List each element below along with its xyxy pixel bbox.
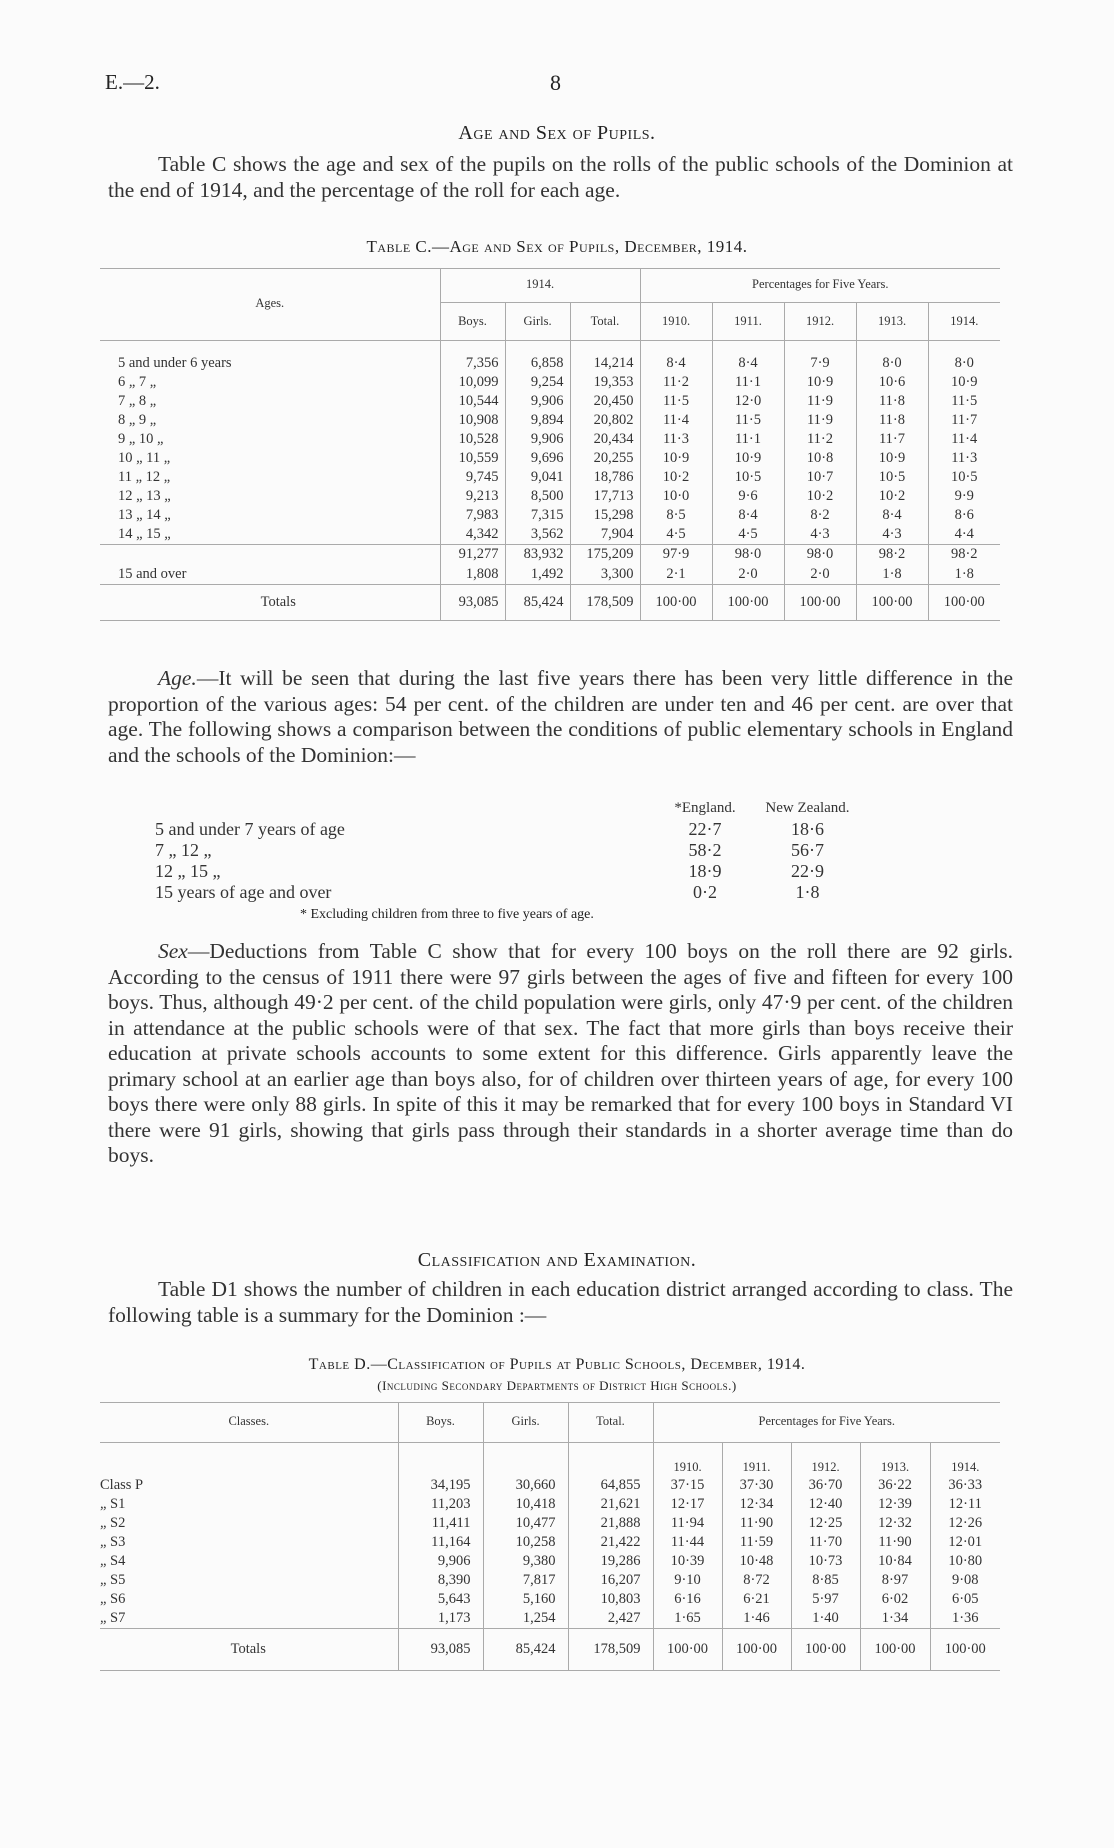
cell: 30,660 <box>483 1476 568 1495</box>
cell: 85,424 <box>483 1629 568 1671</box>
cell: 10·73 <box>791 1552 860 1571</box>
cell: 3,562 <box>505 525 570 545</box>
nz-value: 18·6 <box>791 819 824 839</box>
cell: 10,258 <box>483 1533 568 1552</box>
cell: 10,099 <box>440 373 505 392</box>
cell: 64,855 <box>568 1476 653 1495</box>
cell: 100·00 <box>856 585 928 621</box>
cell: 11·7 <box>856 430 928 449</box>
cell: 17,713 <box>570 487 640 506</box>
age-lead: Age. <box>158 666 197 690</box>
cell: 10·9 <box>784 373 856 392</box>
cell: 178,509 <box>570 585 640 621</box>
cell: 7,983 <box>440 506 505 525</box>
table-d-body <box>100 1476 1000 1671</box>
col-year: 1910. <box>640 302 712 340</box>
cell: 11·59 <box>722 1533 791 1552</box>
row-label: „ S3 <box>100 1533 398 1552</box>
spacer-cell <box>100 340 440 354</box>
col-classes: Classes. <box>100 1402 398 1442</box>
cell: 11·3 <box>640 430 712 449</box>
table-row <box>100 354 1000 373</box>
header-ref: E.—2. <box>105 70 160 94</box>
table-row <box>100 1590 1000 1609</box>
cell: 12·01 <box>948 1534 983 1550</box>
cell: 10·6 <box>856 373 928 392</box>
group-1914: 1914. <box>440 268 640 302</box>
table-row <box>100 1533 1000 1552</box>
cell: 20,255 <box>570 449 640 468</box>
cell: 37·30 <box>722 1476 791 1495</box>
spacer-cell <box>784 340 856 354</box>
cell: 11·8 <box>856 392 928 411</box>
england-value: 58·2 <box>688 840 722 860</box>
cell: 100·00 <box>928 585 1000 621</box>
cell: 9,041 <box>505 468 570 487</box>
comparison-row <box>155 840 855 861</box>
row-label: „ S5 <box>100 1571 398 1590</box>
cell: 10·5 <box>856 468 928 487</box>
cell: 11·2 <box>640 373 712 392</box>
cell: 7,315 <box>505 506 570 525</box>
spacer-cell <box>440 340 505 354</box>
spacer-cell <box>712 340 784 354</box>
cell: 11·9 <box>784 411 856 430</box>
cell: 8·4 <box>712 354 784 373</box>
cell: 36·22 <box>860 1476 930 1495</box>
cell: 8·6 <box>954 507 974 523</box>
row-label: Totals <box>100 585 440 621</box>
cell: 18,786 <box>570 468 640 487</box>
col-year: 1914. <box>950 313 979 328</box>
row-label: 15 and over <box>100 565 440 585</box>
cell: 10·2 <box>640 468 712 487</box>
table-row <box>100 411 1000 430</box>
cell: 8·5 <box>640 506 712 525</box>
cell: 2,427 <box>568 1609 653 1629</box>
table-row <box>100 1571 1000 1590</box>
cell: 8·0 <box>856 354 928 373</box>
row-label: 6 „ 7 „ <box>100 373 440 392</box>
cell: 4·5 <box>712 525 784 545</box>
cell: 10·9 <box>950 374 978 390</box>
cell: 11·1 <box>712 430 784 449</box>
spacer-cell <box>505 340 570 354</box>
cell: 5,160 <box>483 1590 568 1609</box>
table-row <box>100 430 1000 449</box>
comparison-row <box>155 882 855 903</box>
cell: 9·9 <box>954 488 974 504</box>
cell: 36·70 <box>791 1476 860 1495</box>
cell: 98·2 <box>856 545 928 565</box>
cell: 12·34 <box>722 1495 791 1514</box>
cell: 10,803 <box>568 1590 653 1609</box>
cell: 21,422 <box>568 1533 653 1552</box>
cell: 2·1 <box>640 565 712 585</box>
cell: 8·85 <box>791 1571 860 1590</box>
table-c-body <box>100 340 1000 621</box>
comparison-table <box>155 798 855 903</box>
cell: 12·0 <box>712 392 784 411</box>
table-c-caption: Table C.—Age and Sex of Pupils, December, 1914. <box>366 237 748 256</box>
cell: 10·5 <box>950 469 978 485</box>
row-label: „ S4 <box>100 1552 398 1571</box>
cell: 5·97 <box>791 1590 860 1609</box>
cell: 4·4 <box>954 526 974 542</box>
cell: 9,894 <box>505 411 570 430</box>
comparison-label: 12 „ 15 „ <box>155 861 221 881</box>
cell: 34,195 <box>398 1476 483 1495</box>
col-total: Total. <box>570 302 640 340</box>
cell: 83,932 <box>505 545 570 565</box>
cell: 8·4 <box>856 506 928 525</box>
intro-text: Table D1 shows the number of children in each education district arranged according to class. The following table is a summary for the Dominion :— <box>108 1277 1013 1327</box>
cell: 4·5 <box>640 525 712 545</box>
row-label: 14 „ 15 „ <box>100 525 440 545</box>
age-paragraph <box>108 666 1013 768</box>
cell: 1,173 <box>398 1609 483 1629</box>
cell: 9,906 <box>398 1552 483 1571</box>
cell: 8·4 <box>640 354 712 373</box>
spacer-cell <box>928 340 1000 354</box>
row-label: Class P <box>100 1476 398 1495</box>
cell: 11·3 <box>951 450 978 466</box>
cell: 100·00 <box>930 1629 1000 1671</box>
table-row <box>100 1609 1000 1629</box>
cell: 2·0 <box>784 565 856 585</box>
table-row <box>100 449 1000 468</box>
header-spacer <box>568 1442 653 1476</box>
table-row <box>100 506 1000 525</box>
row-label: 9 „ 10 „ <box>100 430 440 449</box>
cell: 11·5 <box>951 393 978 409</box>
cell: 12·17 <box>653 1495 722 1514</box>
cell: 11·4 <box>640 411 712 430</box>
cell: 12·25 <box>791 1514 860 1533</box>
cell: 1·40 <box>791 1609 860 1629</box>
table-d <box>100 1402 1000 1671</box>
cell: 15,298 <box>570 506 640 525</box>
cell: 91,277 <box>440 545 505 565</box>
cell: 11·5 <box>712 411 784 430</box>
comparison-row <box>155 819 855 840</box>
cell: 11·7 <box>951 412 978 428</box>
col-year: 1911. <box>722 1442 791 1476</box>
col-ages: Ages. <box>100 268 440 340</box>
section-title-classification: Classification and Examination. <box>417 1249 697 1271</box>
table-row <box>100 392 1000 411</box>
row-label: „ S7 <box>100 1609 398 1629</box>
sex-paragraph <box>108 939 1013 1169</box>
cell: 10·9 <box>712 449 784 468</box>
cell: 11·5 <box>640 392 712 411</box>
cell: 11,411 <box>398 1514 483 1533</box>
sex-lead: Sex <box>158 939 188 963</box>
cell: 7·9 <box>784 354 856 373</box>
totals-row <box>100 1629 1000 1671</box>
intro-paragraph-table-c <box>108 152 1013 203</box>
cell: 12·11 <box>948 1496 982 1512</box>
cell: 1·8 <box>856 565 928 585</box>
cell: 100·00 <box>722 1629 791 1671</box>
cell: 10·48 <box>722 1552 791 1571</box>
cell: 9,906 <box>505 430 570 449</box>
cell: 4·3 <box>784 525 856 545</box>
cell: 8,390 <box>398 1571 483 1590</box>
cell: 7,904 <box>570 525 640 545</box>
sex-text: —Deductions from Table C show that for every 100 boys on the roll there are 92 girls. According to the census of 1911 there were 97 girls between the ages of five and fifteen for every 100 boys. Thus, although 49·2 per cent. of the child population were girls, only 47·9 per cent. of the children in attendance at the public schools were of that sex. The fact that more girls than boys receive their education at private schools accounts to some extent for this difference. Girls apparently leave the primary school at an earlier age than boys also, for of children over thirteen years of age, for every 100 boys there were only 88 girls. In spite of this it may be remarked that for every 100 boys in Standard VI there were 91 girls, showing that girls pass through their standards in a shorter average time than do boys. <box>108 939 1013 1167</box>
cell: 12·32 <box>860 1514 930 1533</box>
cell: 97·9 <box>640 545 712 565</box>
cell: 98·0 <box>784 545 856 565</box>
cell: 100·00 <box>640 585 712 621</box>
cell: 1·36 <box>951 1610 979 1626</box>
cell: 10·9 <box>856 449 928 468</box>
cell: 9·10 <box>653 1571 722 1590</box>
cell: 16,207 <box>568 1571 653 1590</box>
cell: 8·72 <box>722 1571 791 1590</box>
comparison-label: 5 and under 7 years of age <box>155 819 345 839</box>
cell: 9·08 <box>951 1572 979 1588</box>
row-label: 5 and under 6 years <box>100 354 440 373</box>
cell: 11·70 <box>791 1533 860 1552</box>
group-percentages: Percentages for Five Years. <box>758 1414 895 1429</box>
col-year: 1910. <box>653 1442 722 1476</box>
cell: 11·2 <box>784 430 856 449</box>
cell: 10·2 <box>856 487 928 506</box>
cell: 11·4 <box>951 431 978 447</box>
spacer-row <box>100 340 1000 354</box>
spacer-cell <box>570 340 640 354</box>
cell: 100·00 <box>784 585 856 621</box>
table-row <box>100 1552 1000 1571</box>
table-row <box>100 468 1000 487</box>
cell: 11·44 <box>653 1533 722 1552</box>
cell: 21,888 <box>568 1514 653 1533</box>
subtotal-row <box>100 545 1000 565</box>
row-label: „ S2 <box>100 1514 398 1533</box>
cell: 9·6 <box>712 487 784 506</box>
comparison-row <box>155 861 855 882</box>
cell: 100·00 <box>653 1629 722 1671</box>
cell: 175,209 <box>570 545 640 565</box>
cell: 10·9 <box>640 449 712 468</box>
intro-paragraph-table-d <box>108 1277 1013 1328</box>
table-row <box>100 373 1000 392</box>
cell: 9,906 <box>505 392 570 411</box>
comparison-label: 15 years of age and over <box>155 882 332 902</box>
cell: 10,418 <box>483 1495 568 1514</box>
cell: 3,300 <box>570 565 640 585</box>
cell: 11·90 <box>860 1533 930 1552</box>
row-label: 10 „ 11 „ <box>100 449 440 468</box>
england-value: 0·2 <box>693 882 717 902</box>
section-title-age-sex: Age and Sex of Pupils. <box>458 122 656 144</box>
cell: 11·94 <box>653 1514 722 1533</box>
cell: 11·9 <box>784 392 856 411</box>
over-row <box>100 565 1000 585</box>
table-row <box>100 1514 1000 1533</box>
cell: 1·34 <box>860 1609 930 1629</box>
col-girls: Girls. <box>483 1402 568 1442</box>
nz-value: 1·8 <box>795 882 820 902</box>
cell: 19,286 <box>568 1552 653 1571</box>
table-row <box>100 1495 1000 1514</box>
england-value: 22·7 <box>688 819 722 839</box>
cell: 6·21 <box>722 1590 791 1609</box>
col-boys: Boys. <box>398 1402 483 1442</box>
cell: 8·0 <box>954 355 974 371</box>
cell: 12·39 <box>860 1495 930 1514</box>
cell: 100·00 <box>712 585 784 621</box>
col-total: Total. <box>568 1402 653 1442</box>
col-year: 1913. <box>860 1442 930 1476</box>
cell: 9,696 <box>505 449 570 468</box>
table-row <box>100 487 1000 506</box>
row-label: 8 „ 9 „ <box>100 411 440 430</box>
header-spacer <box>100 1442 398 1476</box>
header-spacer <box>398 1442 483 1476</box>
cell: 20,450 <box>570 392 640 411</box>
col-year: 1912. <box>791 1442 860 1476</box>
col-year: 1911. <box>712 302 784 340</box>
row-label: 11 „ 12 „ <box>100 468 440 487</box>
intro-text: Table C shows the age and sex of the pupils on the rolls of the public schools of the Dominion at the end of 1914, and the percentage of the roll for each age. <box>108 152 1013 202</box>
cell: 10,477 <box>483 1514 568 1533</box>
col-new-zealand: New Zealand. <box>765 800 850 816</box>
cell: 7,817 <box>483 1571 568 1590</box>
totals-row <box>100 585 1000 621</box>
spacer-cell <box>856 340 928 354</box>
cell: 10·7 <box>784 468 856 487</box>
cell: 1,492 <box>505 565 570 585</box>
comparison-label: 7 „ 12 „ <box>155 840 212 860</box>
cell: 178,509 <box>568 1629 653 1671</box>
nz-value: 56·7 <box>791 840 824 860</box>
cell: 10,559 <box>440 449 505 468</box>
row-label: Totals <box>100 1629 398 1671</box>
cell: 11·90 <box>722 1514 791 1533</box>
cell: 2·0 <box>712 565 784 585</box>
cell: 37·15 <box>653 1476 722 1495</box>
table-row <box>100 525 1000 545</box>
cell: 14,214 <box>570 354 640 373</box>
cell: 12·26 <box>948 1515 983 1531</box>
cell: 1,254 <box>483 1609 568 1629</box>
cell: 6·05 <box>951 1591 979 1607</box>
row-label: „ S1 <box>100 1495 398 1514</box>
row-label: 7 „ 8 „ <box>100 392 440 411</box>
cell: 10·0 <box>640 487 712 506</box>
cell: 19,353 <box>570 373 640 392</box>
table-c <box>100 268 1000 621</box>
cell: 8·97 <box>860 1571 930 1590</box>
cell: 93,085 <box>398 1629 483 1671</box>
col-girls: Girls. <box>505 302 570 340</box>
cell: 6·16 <box>653 1590 722 1609</box>
col-boys: Boys. <box>440 302 505 340</box>
comparison-body <box>155 819 855 903</box>
cell: 6,858 <box>505 354 570 373</box>
cell: 1·65 <box>653 1609 722 1629</box>
cell: 36·33 <box>948 1477 983 1493</box>
cell: 1,808 <box>440 565 505 585</box>
group-percentages: Percentages for Five Years. <box>640 268 1000 302</box>
cell: 100·00 <box>791 1629 860 1671</box>
cell: 93,085 <box>440 585 505 621</box>
cell: 100·00 <box>860 1629 930 1671</box>
cell: 1·8 <box>954 565 974 582</box>
cell: 5,643 <box>398 1590 483 1609</box>
cell: 11,164 <box>398 1533 483 1552</box>
col-year: 1912. <box>784 302 856 340</box>
row-label <box>100 545 440 565</box>
page-number: 8 <box>550 70 561 95</box>
table-row <box>100 1476 1000 1495</box>
cell: 21,621 <box>568 1495 653 1514</box>
cell: 10·2 <box>784 487 856 506</box>
cell: 10·39 <box>653 1552 722 1571</box>
nz-value: 22·9 <box>791 861 824 881</box>
table-d-caption: Table D.—Classification of Pupils at Public Schools, December, 1914. <box>308 1356 806 1373</box>
col-year: 1914. <box>930 1442 1000 1476</box>
cell: 12·40 <box>791 1495 860 1514</box>
cell: 7,356 <box>440 354 505 373</box>
cell: 4·3 <box>856 525 928 545</box>
cell: 11·1 <box>712 373 784 392</box>
cell: 20,802 <box>570 411 640 430</box>
row-label: 12 „ 13 „ <box>100 487 440 506</box>
cell: 8·4 <box>712 506 784 525</box>
cell: 20,434 <box>570 430 640 449</box>
comparison-footnote: * Excluding children from three to five years of age. <box>300 907 594 922</box>
cell: 10·80 <box>948 1553 983 1569</box>
age-text: —It will be seen that during the last five years there has been very little difference in the proportion of the various ages: 54 per cent. of the children are under ten and 46 per cent. are over that age. The following shows a comparison between the conditions of public elementary schools in England and the schools of the Dominion:— <box>108 666 1013 767</box>
cell: 9,745 <box>440 468 505 487</box>
cell: 9,380 <box>483 1552 568 1571</box>
england-value: 18·9 <box>688 861 722 881</box>
cell: 10,908 <box>440 411 505 430</box>
cell: 10·5 <box>712 468 784 487</box>
table-d-subcaption: (Including Secondary Departments of District High Schools.) <box>377 1378 737 1393</box>
cell: 98·0 <box>712 545 784 565</box>
row-label: „ S6 <box>100 1590 398 1609</box>
cell: 9,213 <box>440 487 505 506</box>
cell: 85,424 <box>505 585 570 621</box>
cell: 98·2 <box>928 545 1000 565</box>
cell: 1·46 <box>722 1609 791 1629</box>
cell: 11,203 <box>398 1495 483 1514</box>
row-label: 13 „ 14 „ <box>100 506 440 525</box>
cell: 10·84 <box>860 1552 930 1571</box>
header-spacer <box>483 1442 568 1476</box>
cell: 10·8 <box>784 449 856 468</box>
cell: 4,342 <box>440 525 505 545</box>
cell: 11·8 <box>856 411 928 430</box>
col-year: 1913. <box>856 302 928 340</box>
cell: 8·2 <box>784 506 856 525</box>
spacer-cell <box>640 340 712 354</box>
cell: 6·02 <box>860 1590 930 1609</box>
col-england: *England. <box>674 800 736 816</box>
cell: 10,544 <box>440 392 505 411</box>
cell: 9,254 <box>505 373 570 392</box>
cell: 8,500 <box>505 487 570 506</box>
cell: 10,528 <box>440 430 505 449</box>
